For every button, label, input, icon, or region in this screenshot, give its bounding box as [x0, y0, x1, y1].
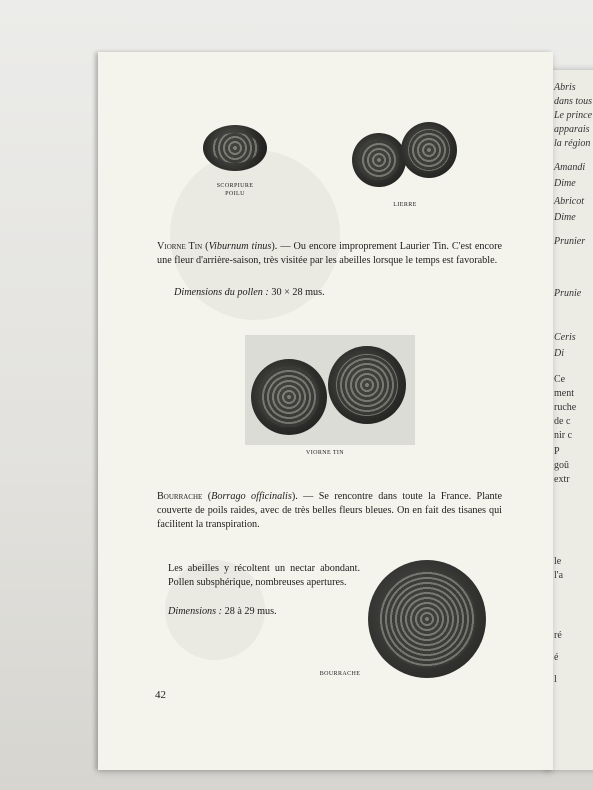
dimensions-value: 28 à 29 mus.	[224, 606, 277, 617]
dimensions-value: 30 × 28 mus.	[271, 287, 325, 298]
page-number: 42	[155, 689, 166, 701]
dimensions-label: Dimensions :	[168, 606, 223, 617]
viorne-paragraph: Viorne Tin (Viburnum tinus). — Ou encore improprement Laurier Tin. C'est encore une fleur d'arrière-saison, très visitée par les abeilles lorsque le temps est favorable.	[157, 241, 502, 266]
edge-text: extr	[554, 474, 570, 485]
dimensions-line	[168, 605, 358, 619]
edge-text: ment	[554, 388, 574, 399]
edge-text: Ce	[554, 374, 566, 385]
latin-name: Borrago officinalis	[211, 491, 292, 502]
edge-text: P	[554, 446, 560, 457]
pollen-grain-image	[352, 133, 406, 187]
figure-label: BOURRACHE	[319, 671, 361, 677]
edge-text: Prunie	[554, 288, 582, 299]
edge-text: Di	[554, 348, 564, 359]
figure-label: POILU	[225, 191, 245, 197]
edge-text: de c	[554, 416, 571, 427]
bourrache-nectar-paragraph: Les abeilles y récoltent un nectar abondant. Pollen subsphérique, nombreuses apertures.	[168, 563, 360, 588]
dimensions-label: Dimensions du pollen :	[174, 287, 269, 298]
edge-text: Ceris	[554, 332, 576, 343]
edge-text: goû	[554, 460, 569, 471]
edge-text: Dime	[554, 178, 576, 189]
figure-label: VIORNE TIN	[305, 450, 345, 456]
edge-text: Abricot	[554, 196, 584, 207]
pollen-grain-image	[368, 560, 486, 678]
edge-text: l	[554, 674, 557, 685]
edge-text: é	[554, 652, 559, 663]
edge-text: ré	[554, 630, 562, 641]
edge-text: apparais	[554, 124, 590, 135]
bourrache-paragraph: Bourrache (Borrago officinalis). — Se rencontre dans toute la France. Plante couverte de poils raides, avec de très belles fleurs bleues. On en fait des tisanes qui facilitent la transpiration.	[157, 491, 502, 530]
plant-name: Viorne Tin	[157, 241, 203, 252]
paragraph-text: . — Ou encore improprement Laurier Tin. C'est encore une fleur d'arrière-saison, très visitée par les abeilles lorsque le temps est favorable.	[157, 241, 502, 266]
edge-text: Le prince	[554, 110, 593, 121]
figure-label: LIERRE	[393, 202, 417, 208]
pollen-grain-image	[251, 359, 327, 435]
edge-text: Amandi	[554, 162, 586, 173]
pollen-grain-image	[401, 122, 457, 178]
edge-text: la région	[554, 138, 591, 149]
edge-text: Prunier	[554, 236, 586, 247]
latin-name: Viburnum tinus	[208, 241, 272, 252]
plant-name: Bourrache	[157, 491, 203, 502]
edge-text: le	[554, 556, 562, 567]
facing-page-edge	[548, 70, 593, 770]
dimensions-line	[174, 286, 474, 300]
edge-text: nir c	[554, 430, 573, 441]
edge-text: ruche	[554, 402, 577, 413]
pollen-grain-image	[203, 125, 267, 171]
edge-text: dans tous	[554, 96, 593, 107]
edge-text: l'a	[554, 570, 564, 581]
paragraph-text: . — Se rencontre dans toute la France. Plante couverte de poils raides, avec de très belles fleurs bleues. On en fait des tisanes qui facilitent la transpiration.	[157, 491, 502, 530]
pollen-grain-image	[328, 346, 406, 424]
figure-label: SCORPIURE	[216, 183, 254, 189]
edge-text: Abris	[554, 82, 576, 93]
edge-text: Dime	[554, 212, 576, 223]
